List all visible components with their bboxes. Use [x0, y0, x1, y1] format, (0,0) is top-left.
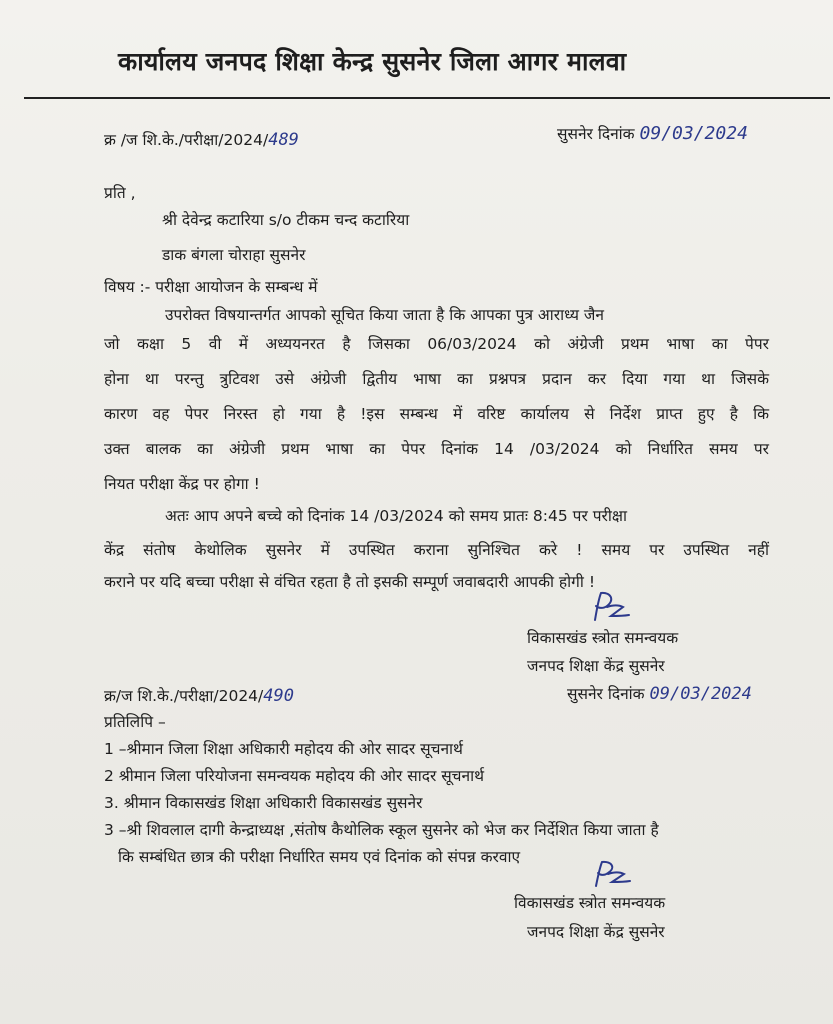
copy-reference-number — [104, 684, 294, 706]
copy-date-handwritten: 09/03/2024 — [649, 684, 752, 704]
body-line: अतः आप अपने बच्चे को दिनांक 14 /03/2024 को समय प्रातः 8:45 पर परीक्षा — [165, 507, 628, 525]
copy-reference-handwritten: 490 — [263, 686, 294, 706]
copy-label: प्रतिलिपि – — [104, 713, 166, 731]
body-line: उक्त बालक का अंग्रेजी प्रथम भाषा का पेपर दिनांक 14 /03/2024 को निर्धारित समय पर — [104, 440, 769, 458]
letter-date — [557, 122, 748, 144]
to-label: प्रति , — [104, 184, 136, 202]
reference-number — [104, 128, 299, 150]
reference-prefix: क्र /ज शि.के./परीक्षा/2024/ — [104, 131, 269, 149]
copy-reference-prefix: क्र/ज शि.के./परीक्षा/2024/ — [104, 687, 264, 705]
office-heading: कार्यालय जनपद शिक्षा केन्द्र सुसनेर जिला आगर मालवा — [118, 47, 627, 76]
signatory-office: जनपद शिक्षा केंद्र सुसनेर — [527, 657, 665, 675]
date-handwritten: 09/03/2024 — [639, 123, 748, 144]
copy-item: कि सम्बंधित छात्र की परीक्षा निर्धारित समय एवं दिनांक को संपन्न करवाए — [118, 848, 521, 866]
copy-item: 3 –श्री शिवलाल दागी केन्द्राध्यक्ष ,संतोष कैथोलिक स्कूल सुसनेर को भेज कर निर्देशित किया जाता है — [104, 821, 659, 839]
body-line: उपरोक्त विषयान्तर्गत आपको सूचित किया जाता है कि आपका पुत्र आराध्य जैन — [165, 306, 604, 324]
copy-item: 3. श्रीमान विकासखंड शिक्षा अधिकारी विकासखंड सुसनेर — [104, 794, 423, 812]
reference-handwritten-number: 489 — [268, 130, 299, 150]
body-line: कारण वह पेपर निरस्त हो गया है !इस सम्बन्ध में वरिष्ट कार्यालय से निर्देश प्राप्त हुए है कि — [104, 405, 769, 423]
date-prefix: सुसनेर दिनांक — [557, 125, 635, 143]
recipient-address: डाक बंगला चोराहा सुसनेर — [162, 246, 306, 264]
body-line: होना था परन्तु त्रुटिवश उसे अंग्रेजी द्वितीय भाषा का प्रश्नपत्र प्रदान कर दिया गया था जिसके — [104, 370, 769, 388]
body-line: कराने पर यदि बच्चा परीक्षा से वंचित रहता है तो इसकी सम्पूर्ण जवाबदारी आपकी होगी ! — [104, 573, 596, 591]
signatory-designation: विकासखंड स्त्रोत समन्वयक — [527, 629, 679, 647]
copy-item: 2 श्रीमान जिला परियोजना समन्वयक महोदय की ओर सादर सूचनार्थ — [104, 767, 485, 785]
copy-date — [567, 682, 752, 704]
body-line: जो कक्षा 5 वी में अध्ययनरत है जिसका 06/03/2024 को अंग्रेजी प्रथम भाषा का पेपर — [104, 335, 769, 353]
signature-1 — [585, 590, 635, 628]
subject-line: विषय :- परीक्षा आयोजन के सम्बन्ध में — [104, 278, 318, 296]
signature-2 — [588, 858, 638, 894]
body-line: नियत परीक्षा केंद्र पर होगा ! — [104, 475, 260, 493]
body-line: केंद्र संतोष केथोलिक सुसनेर में उपस्थित कराना सुनिश्चित करे ! समय पर उपस्थित नहीं — [104, 541, 769, 559]
recipient-name: श्री देवेन्द्र कटारिया s/o टीकम चन्द कटारिया — [162, 211, 410, 229]
heading-rule — [24, 97, 830, 99]
copy-signatory-office: जनपद शिक्षा केंद्र सुसनेर — [527, 923, 665, 941]
copy-item: 1 –श्रीमान जिला शिक्षा अधिकारी महोदय की ओर सादर सूचनार्थ — [104, 740, 463, 758]
copy-date-prefix: सुसनेर दिनांक — [567, 685, 645, 703]
copy-signatory-designation: विकासखंड स्त्रोत समन्वयक — [514, 894, 666, 912]
